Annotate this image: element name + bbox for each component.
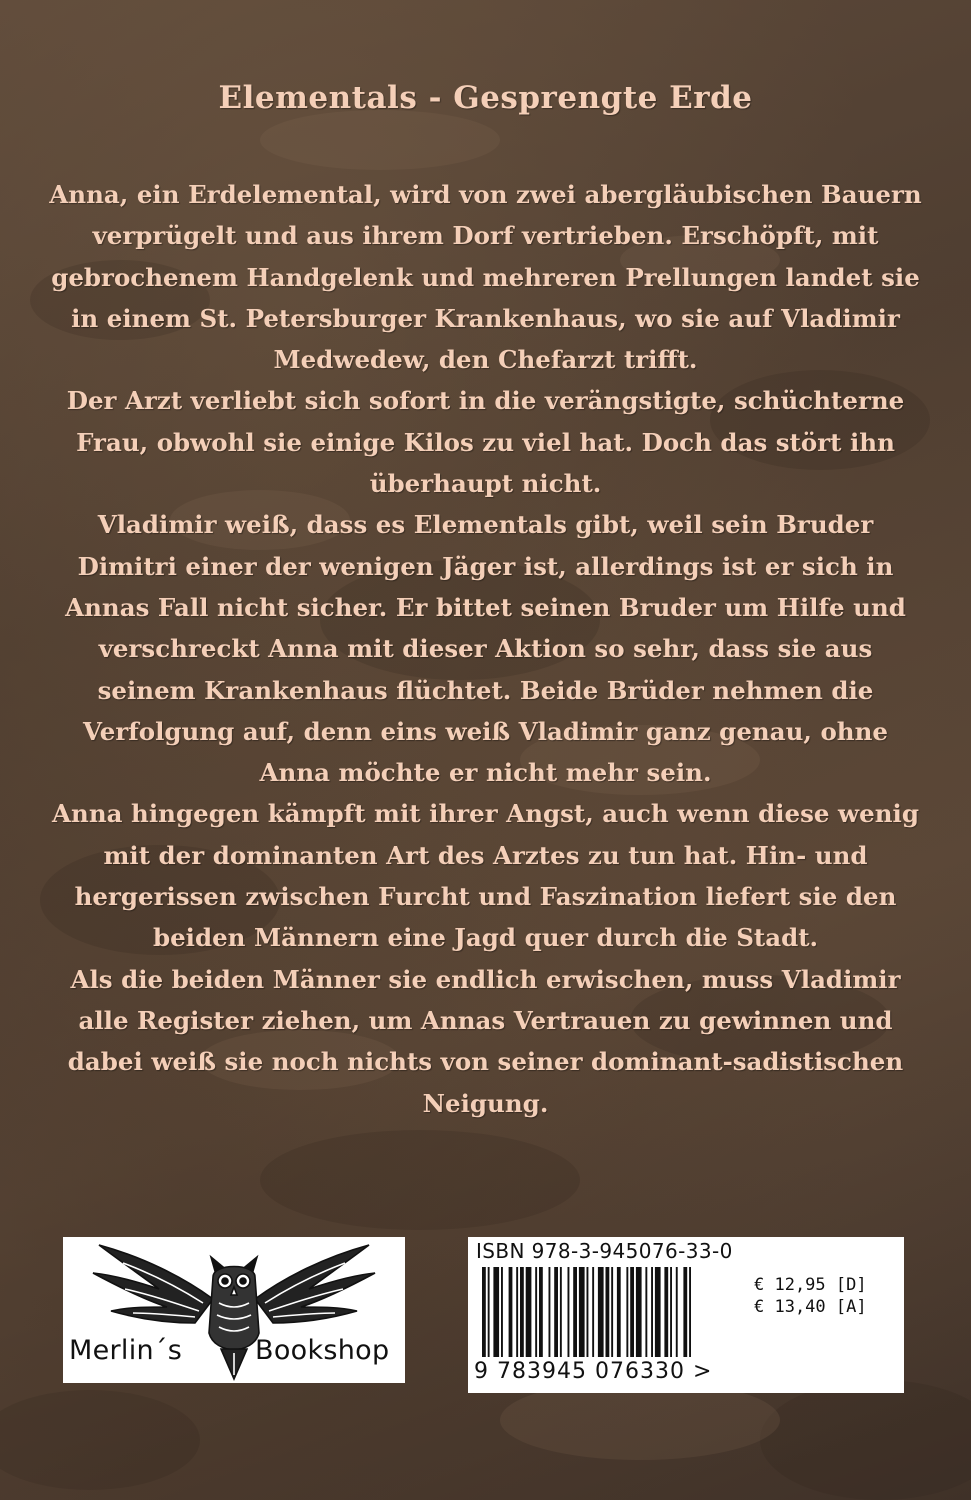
blurb-line: Verfolgung auf, denn eins weiß Vladimir ganz genau, ohne <box>82 716 889 746</box>
barcode-bar <box>651 1267 653 1357</box>
barcode-digits: 9 783945 076330 > <box>474 1359 713 1384</box>
barcode-bar <box>554 1267 558 1357</box>
barcode-bar <box>683 1267 687 1357</box>
blurb-line: gebrochenem Handgelenk und mehreren Prellungen landet sie <box>51 262 920 292</box>
blurb-line: Annas Fall nicht sicher. Er bittet seinen Bruder um Hilfe und <box>65 592 906 622</box>
blurb-line: dabei weiß sie noch nichts von seiner dominant-sadistischen <box>67 1047 904 1077</box>
barcode-bar <box>493 1267 499 1357</box>
barcode-bar <box>482 1267 486 1357</box>
blurb-line: Medwedew, den Chefarzt trifft. <box>273 345 698 375</box>
barcode-bar <box>645 1267 647 1357</box>
blurb-line: hergerissen zwischen Furcht und Faszination liefert sie den <box>74 882 897 912</box>
barcode-bar <box>501 1267 503 1357</box>
barcode-bar <box>592 1267 594 1357</box>
barcode-bar <box>655 1267 661 1357</box>
blurb-line: seinem Krankenhaus flüchtet. Beide Brüder nehmen die <box>97 675 874 705</box>
barcode-bar <box>539 1267 543 1357</box>
blurb-line: Als die beiden Männer sie endlich erwischen, muss Vladimir <box>70 964 901 994</box>
book-title: Elementals - Gesprengte Erde <box>218 80 753 116</box>
barcode-bar <box>526 1267 532 1357</box>
blurb-line: Vladimir weiß, dass es Elementals gibt, weil sein Bruder <box>97 510 874 540</box>
barcode-bar <box>579 1267 585 1357</box>
isbn-label: ISBN 978-3-945076-33-0 <box>476 1239 733 1263</box>
blurb-line: alle Register ziehen, um Annas Vertrauen zu gewinnen und <box>78 1005 893 1035</box>
blurb-line: verschreckt Anna mit dieser Aktion so sehr, dass sie aus <box>98 634 873 664</box>
barcode-bar <box>689 1267 691 1357</box>
price-germany: € 12,95 [D] <box>754 1275 867 1295</box>
barcode-bar <box>598 1267 604 1357</box>
barcode-bar <box>568 1267 570 1357</box>
blurb-line: Anna hingegen kämpft mit ihrer Angst, auch wenn diese wenig <box>52 799 919 829</box>
barcode-bar <box>630 1267 634 1357</box>
barcode-bar <box>606 1267 610 1357</box>
barcode-panel <box>468 1237 904 1393</box>
barcode-bar <box>573 1267 577 1357</box>
blurb-line: Der Arzt verliebt sich sofort in die verängstigte, schüchterne <box>66 386 905 416</box>
barcode-bar <box>488 1267 490 1357</box>
blurb-line: Dimitri einer der wenigen Jäger ist, allerdings ist er sich in <box>77 551 894 581</box>
barcode-bar <box>611 1267 613 1357</box>
barcode-bar <box>676 1267 678 1357</box>
blurb-line: in einem St. Petersburger Krankenhaus, wo sie auf Vladimir <box>71 303 900 333</box>
blurb-line: mit der dominanten Art des Arztes zu tun hat. Hin- und <box>103 840 868 870</box>
barcode-bar <box>626 1267 628 1357</box>
blurb-line: Anna möchte er nicht mehr sein. <box>259 758 712 788</box>
barcode-bar <box>535 1267 537 1357</box>
barcode-bar <box>549 1267 551 1357</box>
barcode-bar <box>670 1267 672 1357</box>
barcode-bar <box>520 1267 524 1357</box>
blurb-line: Neigung. <box>422 1088 549 1118</box>
barcode-bar <box>587 1267 589 1357</box>
blurb-line: Frau, obwohl sie einige Kilos zu viel hat. Doch das stört ihn <box>76 427 895 457</box>
blurb-line: überhaupt nicht. <box>369 469 602 499</box>
publisher-logo <box>63 1237 405 1383</box>
barcode-bar <box>636 1267 642 1357</box>
price-austria: € 13,40 [A] <box>754 1297 867 1317</box>
publisher-name-right: Bookshop <box>255 1335 390 1366</box>
barcode-bar <box>516 1267 518 1357</box>
barcode-bar <box>617 1267 621 1357</box>
blurb-line: beiden Männern eine Jagd quer durch die Stadt. <box>152 923 819 953</box>
publisher-name-left: Merlin´s <box>69 1335 183 1366</box>
barcode-bar <box>560 1267 562 1357</box>
blurb-line: verprügelt und aus ihrem Dorf vertrieben. Erschöpft, mit <box>92 221 879 251</box>
barcode-bar <box>509 1267 513 1357</box>
book-blurb <box>40 174 931 1124</box>
blurb-line: Anna, ein Erdelemental, wird von zwei abergläubischen Bauern <box>49 180 922 209</box>
barcode-bar <box>664 1267 668 1357</box>
